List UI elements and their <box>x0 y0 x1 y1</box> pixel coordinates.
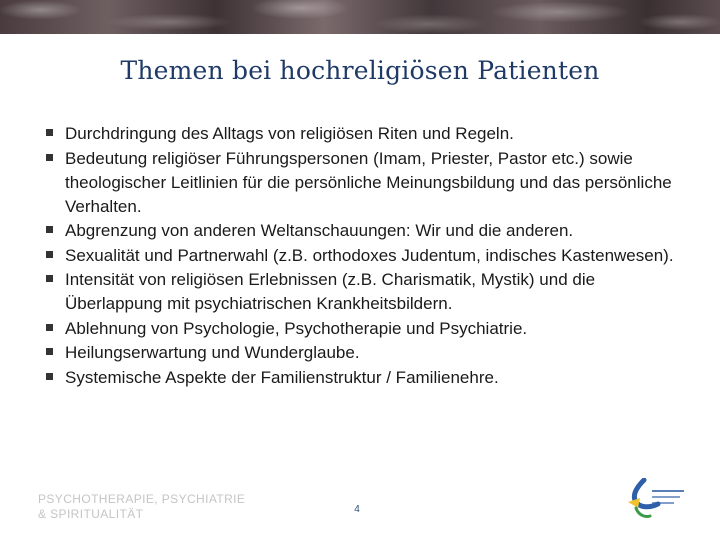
logo-text-line <box>652 490 684 492</box>
square-bullet-icon <box>46 348 53 355</box>
bullet-item <box>46 219 696 243</box>
bullet-list <box>46 122 696 390</box>
bullet-text: Intensität von religiösen Erlebnissen (z.B. Charismatik, Mystik) und die Überlappung mit psychiatrischen Krankheitsbildern. <box>65 270 596 313</box>
square-bullet-icon <box>46 129 53 136</box>
logo-text-line <box>652 496 680 498</box>
bullet-item <box>46 268 696 316</box>
logo-text-line <box>652 502 674 504</box>
bullet-text: Sexualität und Partnerwahl (z.B. orthodoxes Judentum, indisches Kastenwesen). <box>65 245 674 265</box>
square-bullet-icon <box>46 324 53 331</box>
footer-line-2: & SPIRITUALITÄT <box>38 507 144 521</box>
logo-swoosh-green <box>636 508 650 517</box>
square-bullet-icon <box>46 226 53 233</box>
bullet-text: Bedeutung religiöser Führungspersonen (Imam, Priester, Pastor etc.) sowie theologischer Leitlinien für die persönliche Meinungsbildung und das persönliche Verhalten. <box>65 148 672 216</box>
bullet-text: Abgrenzung von anderen Weltanschauungen: Wir und die anderen. <box>65 221 574 240</box>
page-number: 4 <box>354 504 360 515</box>
square-bullet-icon <box>46 373 53 380</box>
bullet-text: Ablehnung von Psychologie, Psychotherapie und Psychiatrie. <box>65 318 528 338</box>
footer-branding <box>38 492 245 522</box>
slide-title: Themen bei hochreligiösen Patienten <box>120 56 600 85</box>
bullet-text: Systemische Aspekte der Familienstruktur / Familienehre. <box>65 367 499 387</box>
square-bullet-icon <box>46 154 53 161</box>
bullet-item <box>46 341 696 365</box>
bullet-item <box>46 122 696 146</box>
header-banner-image <box>0 0 720 34</box>
bullet-item <box>46 366 696 390</box>
bullet-item <box>46 244 696 268</box>
bullet-item <box>46 147 696 219</box>
organization-logo-icon <box>622 478 688 522</box>
bullet-text: Durchdringung des Alltags von religiösen Riten und Regeln. <box>65 124 514 143</box>
square-bullet-icon <box>46 251 53 258</box>
bullet-item <box>46 317 696 341</box>
square-bullet-icon <box>46 275 53 282</box>
footer-line-1: PSYCHOTHERAPIE, PSYCHIATRIE <box>38 492 246 506</box>
bullet-text: Heilungserwartung und Wunderglaube. <box>65 343 360 362</box>
